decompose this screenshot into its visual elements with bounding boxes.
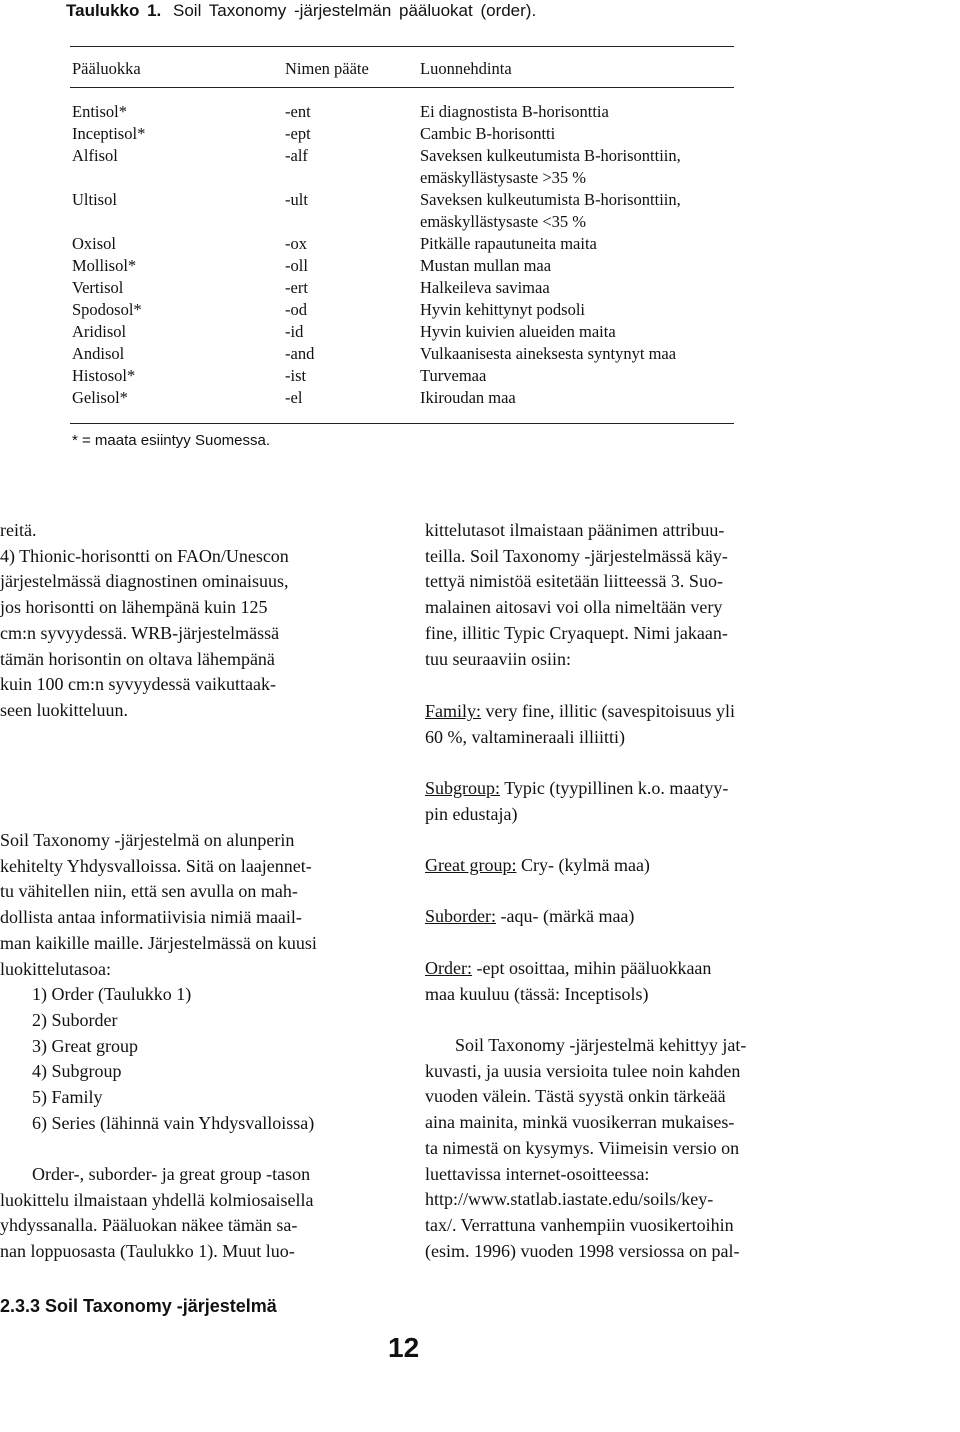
name-part-family	[425, 699, 810, 750]
cell-order: Aridisol	[72, 322, 127, 341]
list-item: 2) Suborder	[32, 1009, 118, 1030]
part-label: Family:	[425, 701, 482, 721]
cell-order: Spodosol*	[72, 300, 142, 319]
intro-paragraph	[0, 828, 390, 1136]
level-list	[0, 982, 390, 1136]
list-item: 5) Family	[32, 1087, 103, 1108]
text-line: nan loppuosasta (Taulukko 1). Muut luo-	[0, 1241, 295, 1262]
table-row	[72, 365, 752, 387]
table-row	[72, 299, 752, 321]
cell-suffix: -ert	[285, 278, 308, 297]
text-line: järjestelmässä diagnostinen ominaisuus,	[0, 571, 289, 592]
text-line: man kaikille maille. Järjestelmässä on kuusi	[0, 932, 317, 953]
text-line: malainen aitosavi voi olla nimeltään very	[425, 597, 723, 618]
cell-order: Ultisol	[72, 190, 117, 209]
name-part-suborder	[425, 904, 810, 930]
name-part-great-group	[425, 853, 810, 879]
cell-description-line: Saveksen kulkeutumista B-horisonttiin,	[420, 146, 681, 165]
list-item: 6) Series (lähinnä vain Yhdysvalloissa)	[32, 1112, 315, 1133]
name-part-order	[425, 956, 810, 1007]
part-text: very fine, illitic (savespitoisuus yli	[481, 701, 735, 721]
cell-order: Vertisol	[72, 278, 124, 297]
cell-order: Inceptisol*	[72, 124, 146, 143]
table-caption-text: Soil Taxonomy -järjestelmän pääluokat (order).	[173, 1, 537, 20]
name-part-subgroup	[425, 776, 810, 827]
table-row	[72, 277, 752, 299]
cell-description: Mustan mullan maa	[420, 256, 552, 275]
text-line: tuu seuraaviin osiin:	[425, 648, 571, 669]
text-line: fine, illitic Typic Cryaquept. Nimi jakaan-	[425, 622, 728, 643]
cell-description: Ikiroudan maa	[420, 388, 516, 407]
cell-suffix: -and	[285, 344, 315, 363]
table-row	[72, 189, 752, 233]
text-line: ta nimestä on kysymys. Viimeisin versio on	[425, 1137, 740, 1158]
list-item: 4) Subgroup	[32, 1061, 122, 1082]
cell-suffix: -od	[285, 300, 307, 319]
cell-suffix: -el	[285, 388, 303, 407]
text-line: aina mainita, minkä vuosikerran mukaises-	[425, 1112, 735, 1133]
cell-suffix: -ept	[285, 124, 311, 143]
table-row	[72, 343, 752, 365]
cell-description: Cambic B-horisontti	[420, 124, 556, 143]
text-line: seen luokitteluun.	[0, 699, 128, 720]
cell-description: Hyvin kehittynyt podsoli	[420, 300, 585, 319]
page-number: 12	[388, 1332, 420, 1363]
table-footnote: * = maata esiintyy Suomessa.	[72, 432, 271, 449]
part-text: maa kuuluu (tässä: Inceptisols)	[425, 983, 649, 1004]
cell-suffix: -ult	[285, 190, 308, 209]
list-item: 1) Order (Taulukko 1)	[32, 984, 192, 1005]
cell-suffix: -alf	[285, 146, 308, 165]
table-row	[72, 123, 752, 145]
cell-order: Histosol*	[72, 366, 136, 385]
cell-order: Alfisol	[72, 146, 118, 165]
cell-order: Oxisol	[72, 234, 117, 253]
cell-suffix: -ist	[285, 366, 307, 385]
part-text: pin edustaja)	[425, 803, 518, 824]
text-line: Soil Taxonomy -järjestelmä kehittyy jat-	[455, 1035, 747, 1055]
cell-order: Andisol	[72, 344, 125, 363]
cell-suffix: -ent	[285, 102, 311, 121]
text-line: yhdyssanalla. Pääluokan näkee tämän sa-	[0, 1215, 298, 1236]
text-line: cm:n syvyydessä. WRB-järjestelmässä	[0, 622, 280, 643]
cell-order: Mollisol*	[72, 256, 137, 275]
part-text: 60 %, valtamineraali illiitti)	[425, 726, 625, 747]
text-line: kehitelty Yhdysvalloissa. Sitä on laajennet-	[0, 855, 312, 876]
list-item: 3) Great group	[32, 1035, 138, 1056]
right-column	[425, 518, 810, 1261]
text-line: teilla. Soil Taxonomy -järjestelmässä käy-	[425, 545, 728, 566]
cell-description: Hyvin kuivien alueiden maita	[420, 322, 616, 341]
text-line: luokittelu ilmaistaan yhdellä kolmiosaisella	[0, 1189, 314, 1210]
text-line: tämän horisontin on oltava lähempänä	[0, 648, 275, 669]
cell-description: Halkeileva savimaa	[420, 278, 550, 297]
text-line: Order-, suborder- ja great group -tason	[32, 1164, 311, 1184]
cell-order: Entisol*	[72, 102, 128, 121]
cell-suffix: -oll	[285, 256, 308, 275]
text-line: tettyä nimistöä esitetään liitteessä 3. Suo-	[425, 571, 723, 592]
text-line: luettavissa internet-osoitteessa:	[425, 1163, 650, 1184]
cell-description: Vulkaanisesta aineksesta syntynyt maa	[420, 344, 677, 363]
table-top-rule	[70, 46, 734, 47]
cell-description: Turvemaa	[420, 366, 487, 385]
text-line: (esim. 1996) vuoden 1998 versiossa on pal-	[425, 1240, 740, 1261]
text-line: tu vähitellen niin, että sen avulla on mah-	[0, 881, 298, 902]
cell-order: Gelisol*	[72, 388, 128, 407]
part-text: -ept osoittaa, mihin pääluokkaan	[471, 958, 712, 978]
text-line: reitä.	[0, 520, 37, 540]
part-label: Suborder:	[425, 906, 496, 926]
table-header-rule	[70, 87, 734, 88]
cell-description	[420, 145, 681, 189]
part-label: Subgroup:	[425, 778, 501, 798]
part-label: Order:	[425, 958, 472, 978]
text-line: dollista antaa informatiivisia nimiä maail-	[0, 907, 302, 928]
closing-paragraph	[0, 1162, 390, 1265]
table-body	[72, 101, 752, 409]
section-heading: 2.3.3 Soil Taxonomy -järjestelmä	[0, 1296, 277, 1316]
header-description: Luonnehdinta	[420, 59, 512, 78]
table-caption	[66, 0, 536, 22]
table-row	[72, 387, 752, 409]
part-text: Typic (tyypillinen k.o. maatyy-	[500, 778, 729, 798]
text-line: luokittelutasoa:	[0, 958, 111, 979]
table-row	[72, 145, 752, 189]
cell-description	[420, 189, 681, 233]
cell-description: Pitkälle rapautuneita maita	[420, 234, 597, 253]
cell-suffix: -id	[285, 322, 304, 341]
cell-description: Ei diagnostista B-horisonttia	[420, 102, 609, 121]
text-line: vuoden välein. Tästä syystä onkin tärkeää	[425, 1086, 726, 1107]
part-text: Cry- (kylmä maa)	[516, 855, 650, 875]
text-line: kuvasti, ja uusia versioita tulee noin kahden	[425, 1060, 741, 1081]
text-line: jos horisontti on lähempänä kuin 125	[0, 597, 268, 618]
url-line: http://www.statlab.iastate.edu/soils/key-	[425, 1189, 714, 1210]
cell-description-line: emäskyllästysaste >35 %	[420, 168, 587, 187]
table-caption-label: Taulukko 1.	[66, 1, 162, 20]
table-row	[72, 233, 752, 255]
text-line: tax/. Verrattuna vanhempiin vuosikertoihin	[425, 1214, 734, 1235]
header-order: Pääluokka	[72, 59, 141, 78]
table-row	[72, 101, 752, 123]
text-line: Soil Taxonomy -järjestelmä on alunperin	[0, 830, 295, 850]
header-suffix: Nimen pääte	[285, 59, 369, 78]
text-line: 4) Thionic-horisontti on FAOn/Unescon	[0, 545, 289, 566]
table-row	[72, 255, 752, 277]
table-bottom-rule	[70, 423, 734, 424]
table-row	[72, 321, 752, 343]
text-line: kittelutasot ilmaistaan päänimen attribuu-	[425, 520, 725, 540]
cell-description-line: Saveksen kulkeutumista B-horisonttiin,	[420, 190, 681, 209]
part-text: -aqu- (märkä maa)	[496, 906, 635, 926]
versions-paragraph	[425, 1033, 810, 1264]
cell-suffix: -ox	[285, 234, 307, 253]
cell-description-line: emäskyllästysaste <35 %	[420, 212, 587, 231]
part-label: Great group:	[425, 855, 517, 875]
text-line: kuin 100 cm:n syvyydessä vaikuttaak-	[0, 674, 276, 695]
left-column	[0, 518, 390, 1316]
